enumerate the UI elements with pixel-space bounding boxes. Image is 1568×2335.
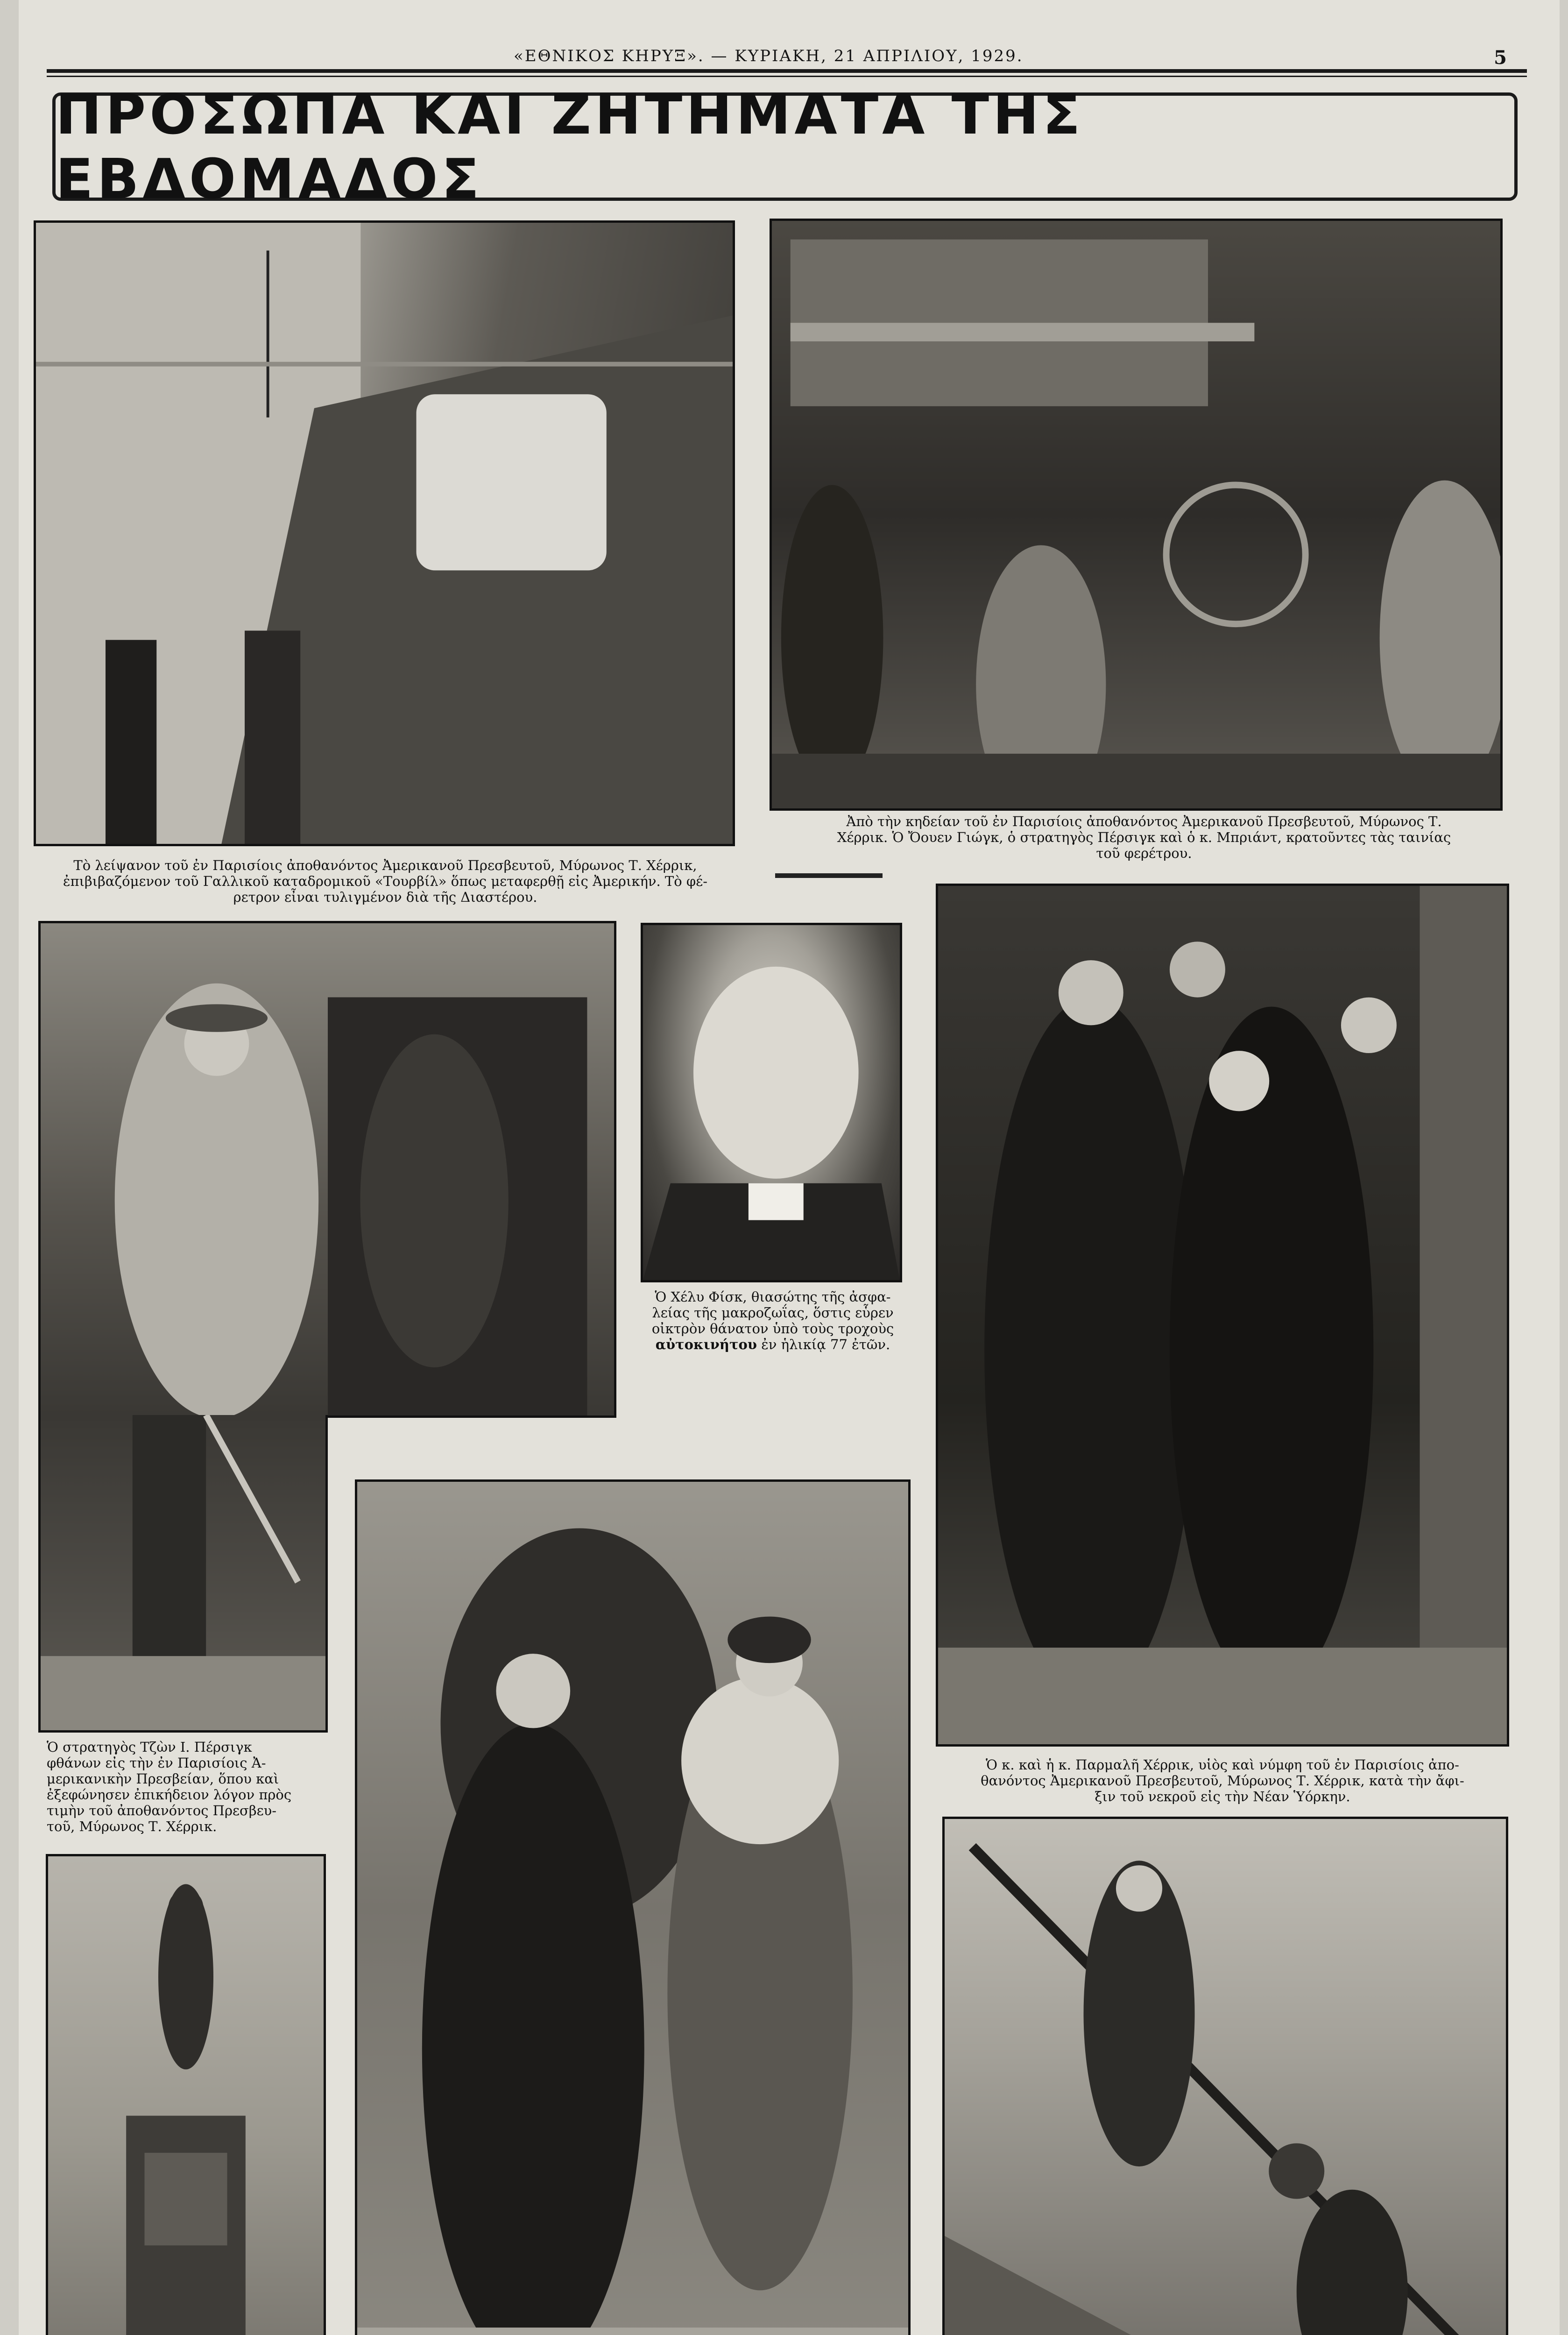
caption-line: θανόντος Ἀμερικανοῦ Πρεσβευτοῦ, Μύρωνος Τ. Χέρρικ, κατὰ τὴν ἄφι- [981,1773,1464,1789]
photo-fisk-portrait [641,923,902,1282]
caption-line: φθάνων εἰς τὴν ἐν Παρισίοις Ἀ- [47,1755,266,1771]
caption-herrick-family [934,1757,1511,1804]
photo-tunney-statue [46,1854,326,2335]
photo-pershing-arriving [38,921,616,1418]
header-dateline: «ΕΘΝΙΚΟΣ ΚΗΡΥΞ». — ΚΥΡΙΑΚΗ, 21 ΑΠΡΙΛΙΟΥ, 1929. [514,47,1024,65]
caption-line: ξιν τοῦ νεκροῦ εἰς τὴν Νέαν Ὑόρκην. [1095,1789,1350,1804]
caption-line: Τὸ λείψανον τοῦ ἐν Παρισίοις ἀποθανόντος Ἀμερικανοῦ Πρεσβευτοῦ, Μύρωνος Τ. Χέρρικ, [73,857,697,873]
photo-police-commissioner [942,1817,1508,2335]
caption-line: Ὁ στρατηγὸς Τζὼν Ι. Πέρσιγκ [47,1739,252,1755]
caption-funeral-procession [780,814,1508,861]
caption-line: τιμὴν τοῦ ἀποθανόντος Πρεσβευ- [47,1803,277,1818]
caption-line: Ὁ Χέλυ Φίσκ, θιασώτης τῆς ἀσφα- [655,1289,891,1305]
caption-pershing [47,1739,346,1834]
photo-governor-daughter [355,1479,911,2335]
caption-line: τοῦ, Μύρωνος Τ. Χέρρικ. [47,1818,217,1834]
caption-emphasis: αὐτοκινήτου [655,1337,757,1352]
caption-line: οἰκτρὸν θάνατον ὑπὸ τοὺς τροχοὺς [651,1321,894,1337]
caption-line: μερικανικὴν Πρεσβείαν, ὅπου καὶ [47,1771,279,1787]
running-header [47,47,1518,69]
caption-line: τοῦ φερέτρου. [1096,845,1192,861]
caption-rule [775,873,883,878]
caption-line [635,1337,911,1352]
caption-line: ἐξεφώνησεν ἐπικήδειον λόγον πρὸς [47,1787,292,1803]
caption-line: ρετρον εἶναι τυλιγμένον διὰ τῆς Διαστέρου. [233,889,537,905]
newspaper-page [19,0,1560,2335]
header-rule-thin [47,76,1527,77]
caption-fisk [635,1289,911,1352]
page-number: 5 [1494,47,1508,69]
caption-line: ἐπιβιβαζόμενον τοῦ Γαλλικοῦ καταδρομικοῦ «Τουρβίλ» ὅπως μεταφερθῇ εἰς Ἀμερικήν. Τὸ φέ- [63,873,708,889]
caption-text: ἐν ἡλικίᾳ 77 ἐτῶν. [756,1337,890,1352]
photo-ship-loading [34,220,735,846]
section-title: ΠΡΟΣΩΠΑ ΚΑΙ ΖΗΤΗΜΑΤΑ ΤΗΣ ΕΒΔΟΜΑΔΟΣ [56,82,1084,211]
caption-line: Ὁ κ. καὶ ἡ κ. Παρμαλῆ Χέρρικ, υἱὸς καὶ νύμφη τοῦ ἐν Παρισίοις ἀπο- [986,1757,1459,1773]
photo-pershing-lower [38,1415,328,1733]
section-banner [52,82,1518,211]
caption-ship-loading [33,857,738,905]
photo-funeral-procession [770,219,1503,811]
photo-herrick-family [936,884,1509,1747]
header-rule [47,69,1527,73]
caption-line: λείας τῆς μακροζωΐας, ὅστις εὗρεν [652,1305,894,1321]
caption-line: Ἀπὸ τὴν κηδείαν τοῦ ἐν Παρισίοις ἀποθανόντος Ἀμερικανοῦ Πρεσβευτοῦ, Μύρωνος Τ. [846,814,1442,829]
caption-line: Χέρρικ. Ὁ Ὄουεν Γιώγκ, ὁ στρατηγὸς Πέρσιγκ καὶ ὁ κ. Μπριάντ, κρατοῦντες τὰς ταινίας [837,829,1451,845]
